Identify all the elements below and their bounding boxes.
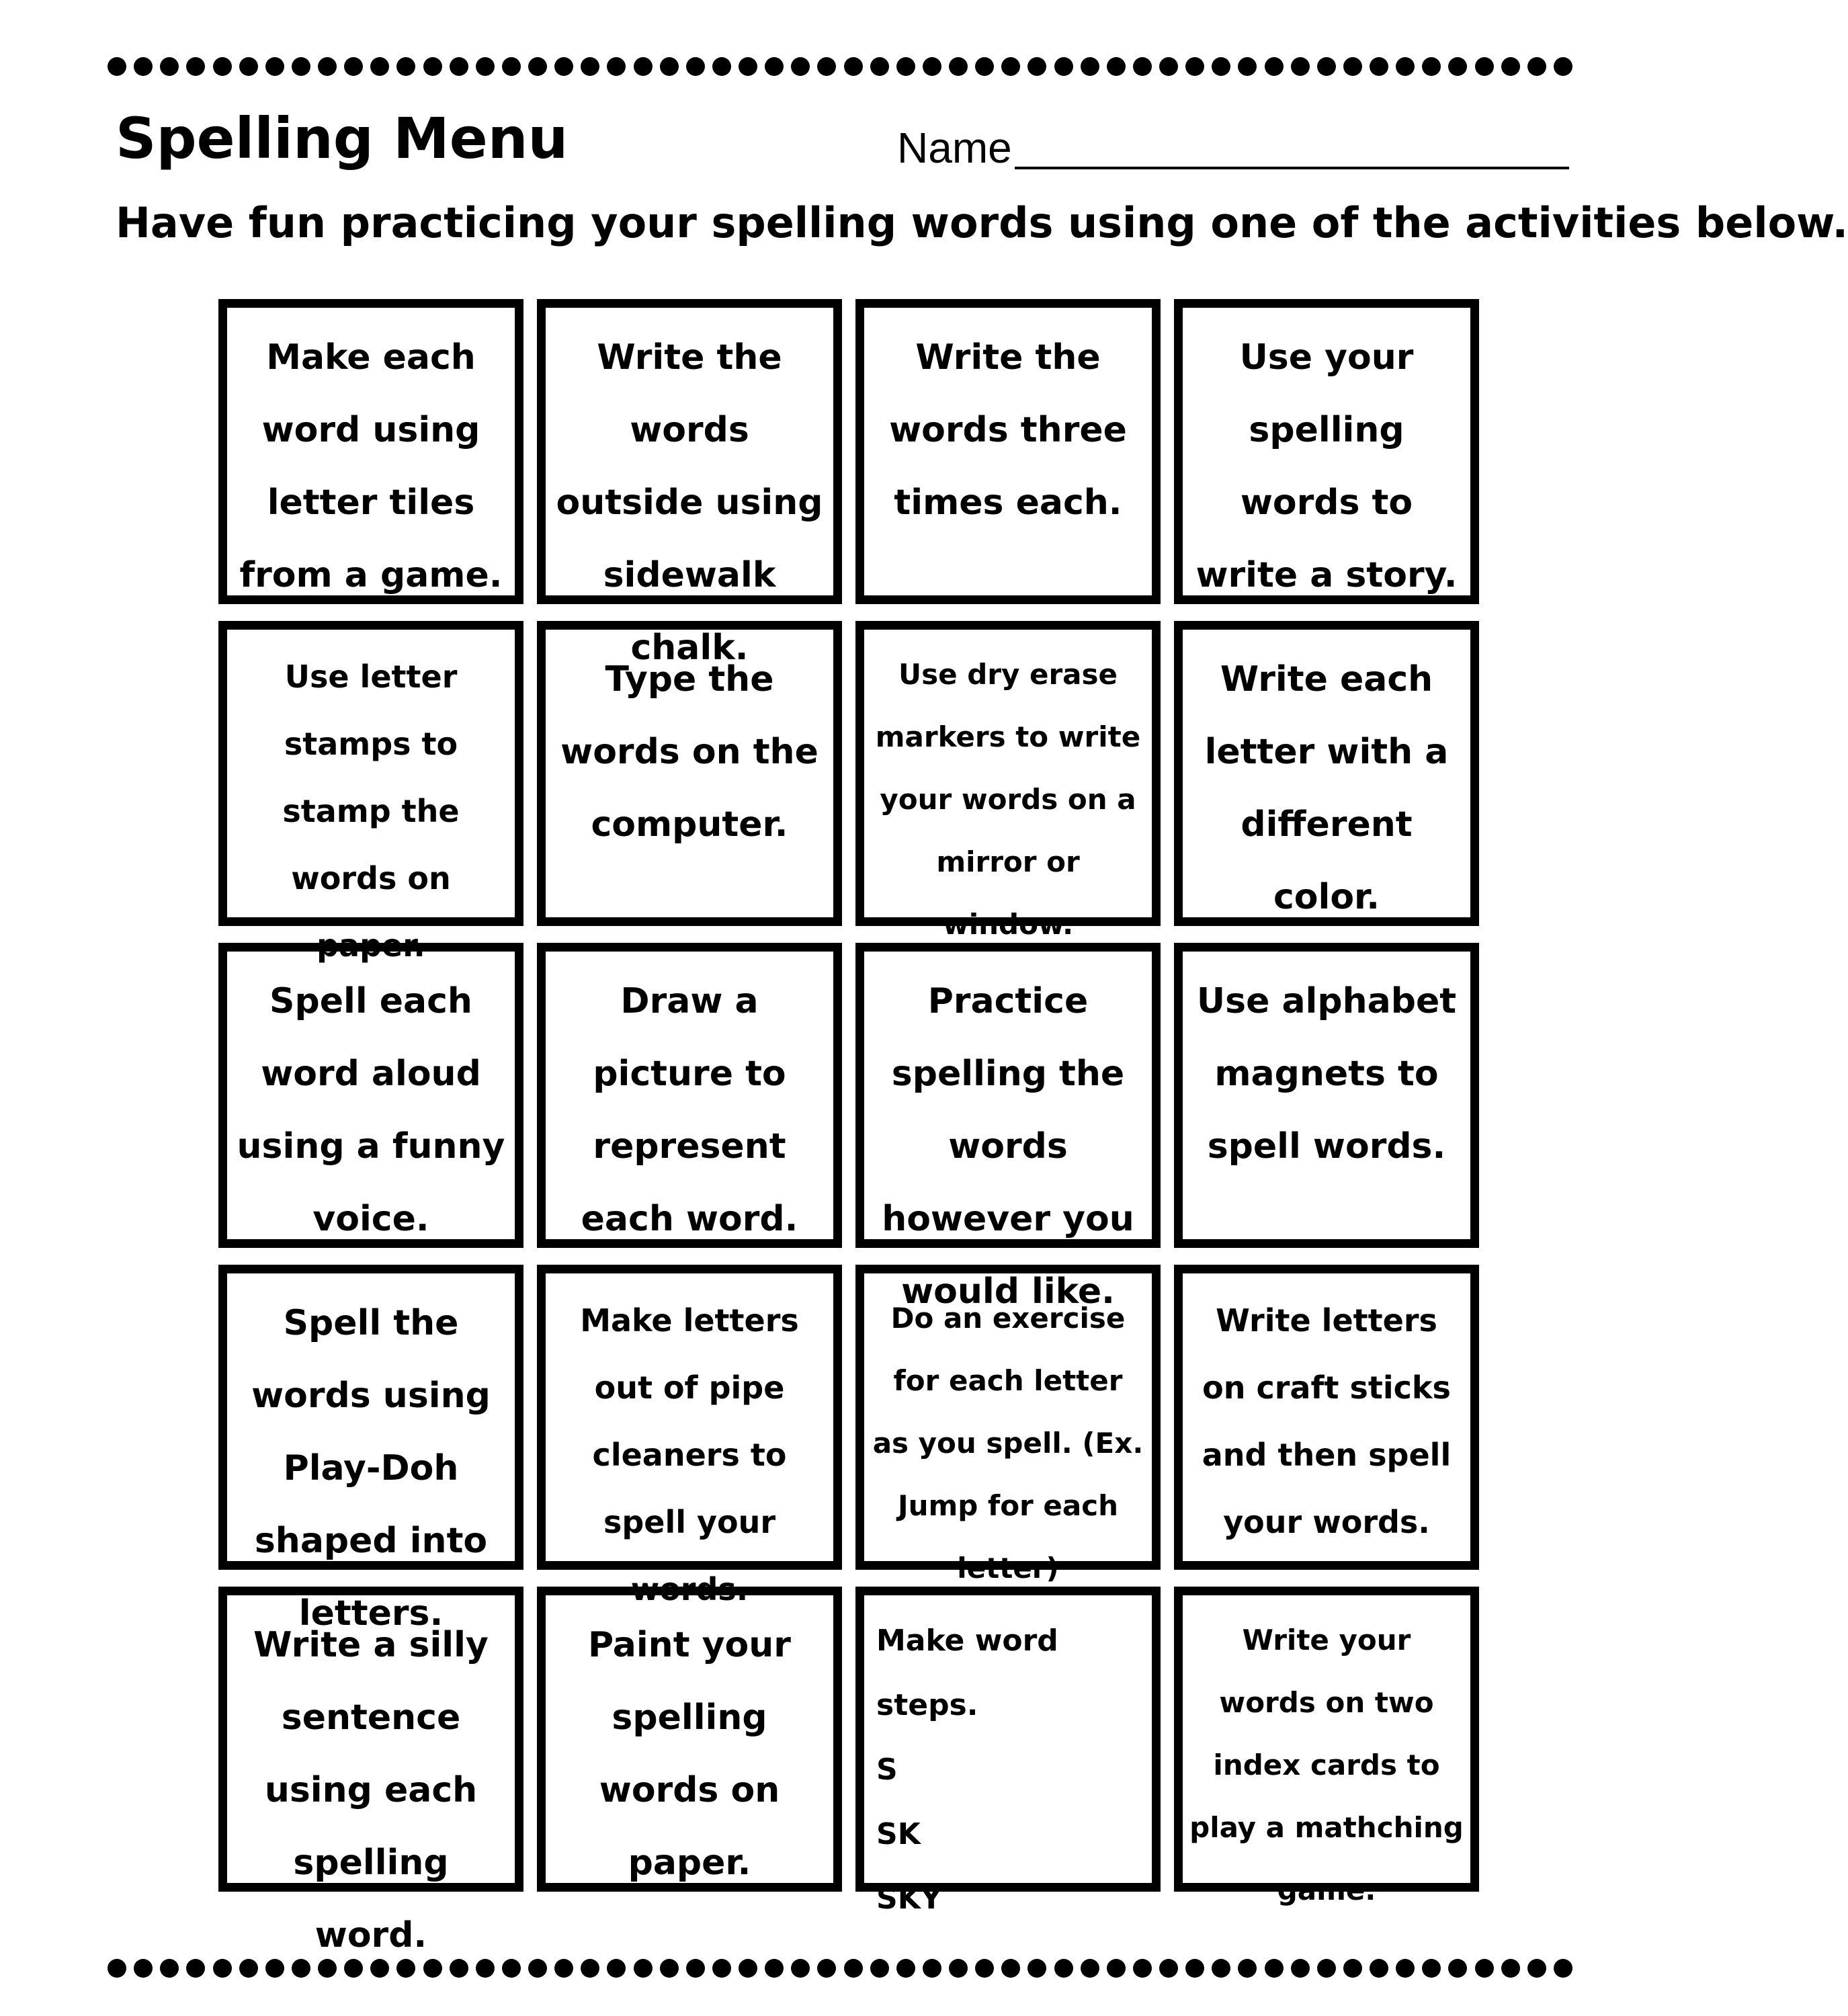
border-dot: [975, 1959, 994, 1978]
border-dot: [1001, 1959, 1020, 1978]
border-dot: [1396, 1959, 1415, 1978]
border-dot: [765, 57, 784, 76]
border-dot: [1054, 1959, 1073, 1978]
border-dot: [1133, 57, 1152, 76]
border-dot: [450, 1959, 468, 1978]
activity-card: Use your spelling words to write a story.: [1174, 299, 1479, 604]
word-steps-line: SK: [876, 1817, 921, 1851]
border-dot: [1554, 57, 1572, 76]
activity-card: Do an exercise for each letter as you spell. (Ex. Jump for each letter): [855, 1265, 1161, 1570]
border-dot: [186, 57, 205, 76]
border-dot: [1475, 57, 1494, 76]
border-dot: [975, 57, 994, 76]
border-dot: [160, 1959, 179, 1978]
activity-card: Write letters on craft sticks and then spell your words.: [1174, 1265, 1479, 1570]
border-dot: [160, 57, 179, 76]
border-dot: [870, 57, 889, 76]
border-dot: [344, 1959, 363, 1978]
border-dot: [1422, 1959, 1441, 1978]
border-dot: [949, 57, 968, 76]
border-dot: [1212, 1959, 1230, 1978]
border-dot: [1054, 57, 1073, 76]
border-dot: [423, 57, 442, 76]
border-dot: [1343, 57, 1362, 76]
border-dot: [108, 57, 126, 76]
border-dot: [1107, 1959, 1126, 1978]
border-dot: [370, 1959, 389, 1978]
border-dot: [1238, 1959, 1257, 1978]
border-dot: [134, 1959, 153, 1978]
border-dot: [213, 1959, 232, 1978]
border-dot: [239, 57, 258, 76]
border-dot: [528, 57, 547, 76]
border-dot: [1265, 57, 1284, 76]
border-dot: [239, 1959, 258, 1978]
border-dot: [554, 57, 573, 76]
border-dot: [292, 1959, 310, 1978]
border-dot: [739, 1959, 757, 1978]
border-dot: [1501, 57, 1520, 76]
border-dot: [949, 1959, 968, 1978]
border-dot: [396, 1959, 415, 1978]
name-blank-line[interactable]: [1015, 125, 1569, 169]
border-dot: [1501, 1959, 1520, 1978]
border-dot: [1107, 57, 1126, 76]
border-dot: [476, 1959, 495, 1978]
border-dot: [1448, 1959, 1467, 1978]
activity-card: Write the words outside using sidewalk chalk.: [537, 299, 842, 604]
border-dot: [370, 57, 389, 76]
border-dot: [396, 57, 415, 76]
border-dot: [870, 1959, 889, 1978]
border-dot: [423, 1959, 442, 1978]
border-dot: [1343, 1959, 1362, 1978]
border-dot: [607, 57, 626, 76]
activity-card: Use alphabet magnets to spell words.: [1174, 943, 1479, 1248]
border-dot: [1238, 57, 1257, 76]
border-dot: [739, 57, 757, 76]
border-dot: [1185, 1959, 1204, 1978]
border-dot: [318, 1959, 337, 1978]
border-dot: [1159, 1959, 1178, 1978]
border-dot: [817, 57, 836, 76]
border-dot: [660, 1959, 679, 1978]
border-dot: [634, 1959, 653, 1978]
border-dot: [1475, 1959, 1494, 1978]
name-label: Name: [897, 124, 1012, 172]
border-dot: [1081, 1959, 1099, 1978]
activity-card: Spell the words using Play-Doh shaped into letters.: [218, 1265, 523, 1570]
activity-card: Type the words on the computer.: [537, 621, 842, 926]
page-title: Spelling Menu: [116, 106, 569, 171]
border-dot: [1317, 57, 1336, 76]
border-dot: [896, 1959, 915, 1978]
border-dot: [1265, 1959, 1284, 1978]
border-dot: [712, 57, 731, 76]
top-dot-border: [108, 56, 1572, 77]
border-dot: [844, 1959, 863, 1978]
border-dot: [344, 57, 363, 76]
border-dot: [1527, 1959, 1546, 1978]
word-steps-card: [855, 1587, 1161, 1916]
word-steps-line: SKY: [876, 1882, 942, 1916]
border-dot: [1527, 57, 1546, 76]
border-dot: [1370, 57, 1388, 76]
border-dot: [1317, 1959, 1336, 1978]
bottom-dot-border: [108, 1958, 1572, 1978]
border-dot: [1370, 1959, 1388, 1978]
border-dot: [450, 57, 468, 76]
border-dot: [292, 57, 310, 76]
activity-card: Make each word using letter tiles from a game.: [218, 299, 523, 604]
border-dot: [476, 57, 495, 76]
border-dot: [1291, 57, 1310, 76]
border-dot: [318, 57, 337, 76]
border-dot: [1212, 57, 1230, 76]
border-dot: [1185, 57, 1204, 76]
border-dot: [712, 1959, 731, 1978]
border-dot: [1027, 1959, 1046, 1978]
border-dot: [817, 1959, 836, 1978]
border-dot: [186, 1959, 205, 1978]
border-dot: [791, 1959, 810, 1978]
border-dot: [265, 57, 284, 76]
border-dot: [634, 57, 653, 76]
activity-card: Write a silly sentence using each spelling word.: [218, 1587, 523, 1892]
word-steps-line: Make word steps.: [876, 1624, 1058, 1722]
border-dot: [1001, 57, 1020, 76]
border-dot: [213, 57, 232, 76]
border-dot: [1448, 57, 1467, 76]
border-dot: [554, 1959, 573, 1978]
activity-card: Write your words on two index cards to play a mathching game.: [1174, 1587, 1479, 1892]
border-dot: [923, 1959, 941, 1978]
activity-card: Make letters out of pipe cleaners to spell your words.: [537, 1265, 842, 1570]
activity-card: Use letter stamps to stamp the words on paper.: [218, 621, 523, 926]
activity-card: Practice spelling the words however you would like.: [855, 943, 1161, 1248]
border-dot: [1159, 57, 1178, 76]
border-dot: [1554, 1959, 1572, 1978]
instructions: Have fun practicing your spelling words using one of the activities below.: [116, 198, 1848, 247]
activity-card: Write the words three times each.: [855, 299, 1161, 604]
border-dot: [1133, 1959, 1152, 1978]
border-dot: [134, 57, 153, 76]
activity-card: Use dry erase markers to write your words on a mirror or window.: [855, 621, 1161, 926]
border-dot: [1396, 57, 1415, 76]
name-field[interactable]: [897, 116, 1569, 172]
border-dot: [607, 1959, 626, 1978]
border-dot: [265, 1959, 284, 1978]
border-dot: [1027, 57, 1046, 76]
border-dot: [1422, 57, 1441, 76]
border-dot: [896, 57, 915, 76]
border-dot: [765, 1959, 784, 1978]
border-dot: [581, 1959, 599, 1978]
border-dot: [1291, 1959, 1310, 1978]
activity-card: Write each letter with a different color.: [1174, 621, 1479, 926]
activity-card: Spell each word aloud using a funny voice.: [218, 943, 523, 1248]
border-dot: [1081, 57, 1099, 76]
border-dot: [660, 57, 679, 76]
word-steps-line: S: [876, 1753, 898, 1787]
border-dot: [686, 1959, 705, 1978]
border-dot: [502, 57, 521, 76]
border-dot: [581, 57, 599, 76]
border-dot: [923, 57, 941, 76]
activity-grid: [218, 299, 1479, 1956]
border-dot: [108, 1959, 126, 1978]
border-dot: [528, 1959, 547, 1978]
border-dot: [791, 57, 810, 76]
border-dot: [686, 57, 705, 76]
activity-card: Paint your spelling words on paper.: [537, 1587, 842, 1892]
border-dot: [844, 57, 863, 76]
border-dot: [502, 1959, 521, 1978]
activity-card: Draw a picture to represent each word.: [537, 943, 842, 1248]
